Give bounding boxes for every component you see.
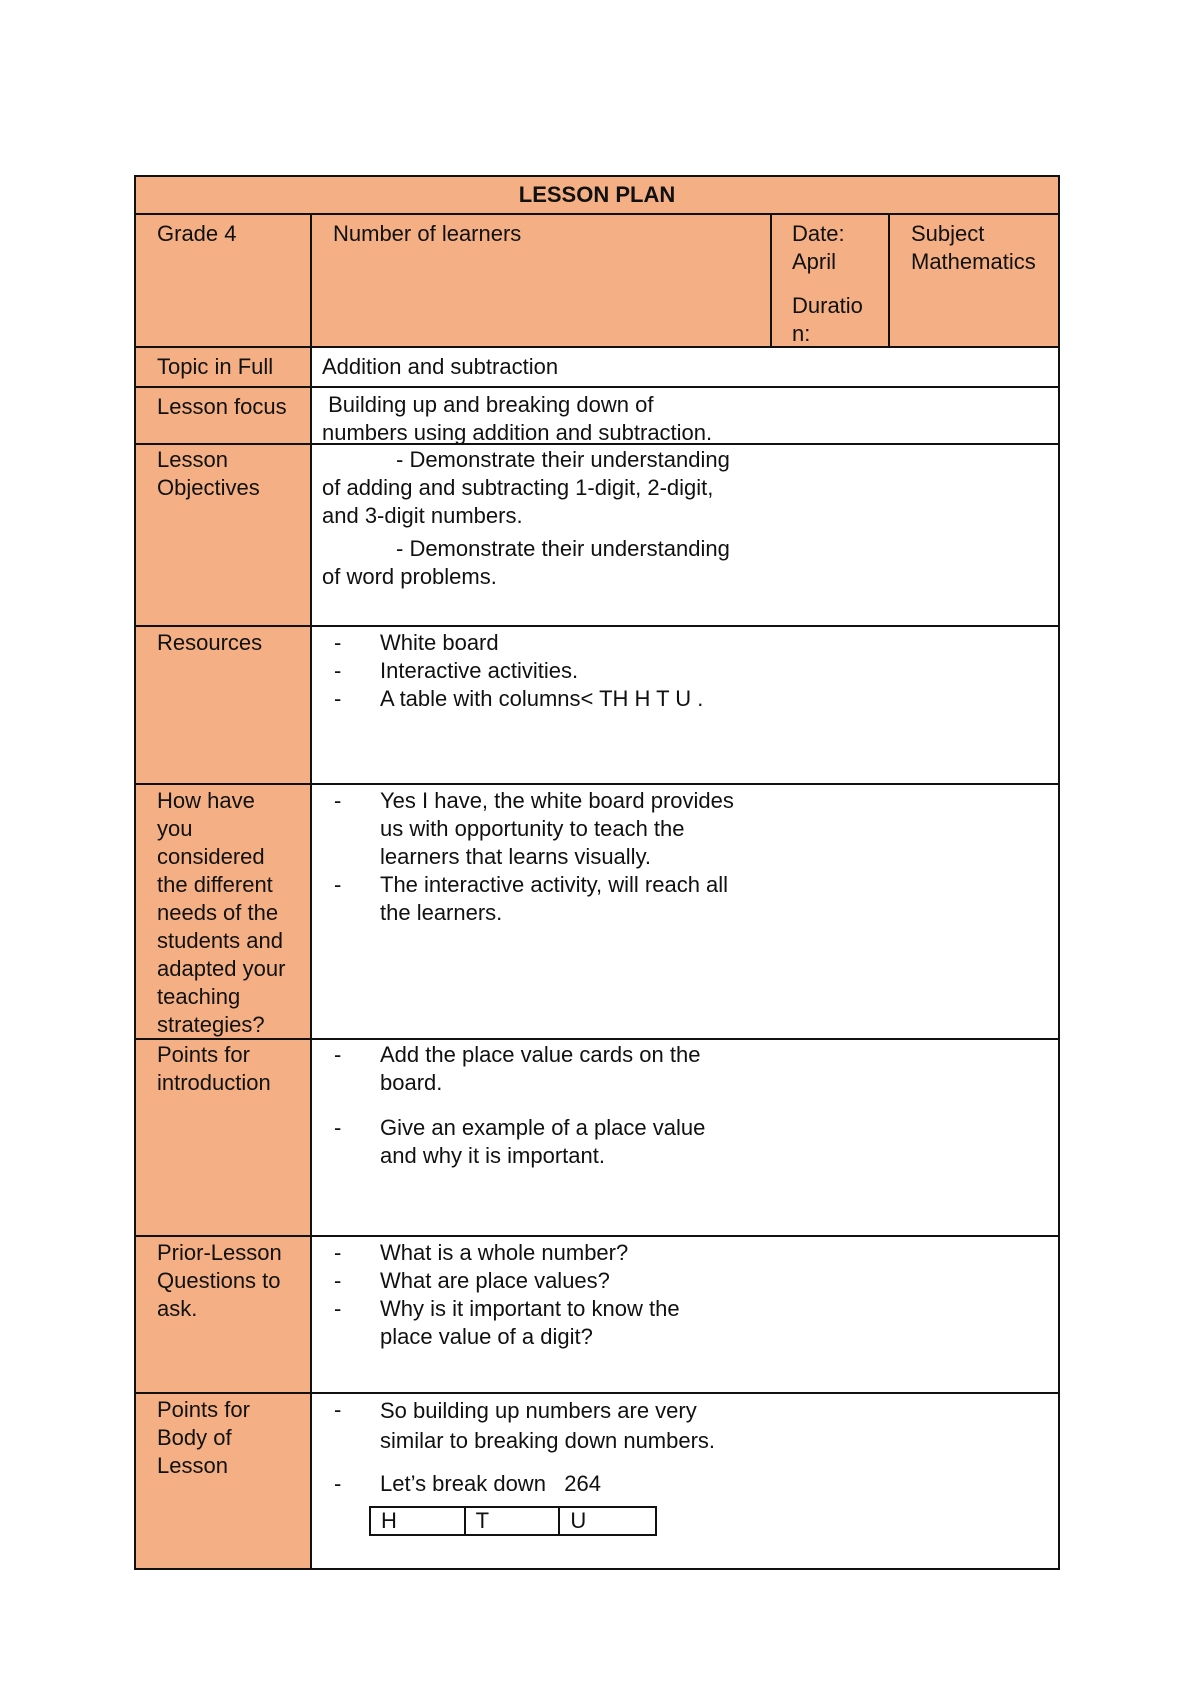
- place-value-column: H: [371, 1508, 466, 1534]
- objective-1-lead: - Demonstrate their understanding: [396, 447, 730, 472]
- list-item: - Interactive activities.: [334, 658, 579, 683]
- objectives-row: [134, 445, 1060, 627]
- list-item: - Add the place value cards on the board.: [334, 1042, 701, 1095]
- resources-list: [312, 629, 1058, 713]
- bullet-dash: -: [334, 1471, 342, 1496]
- list-item: - The interactive activity, will reach all the learners.: [334, 872, 729, 925]
- bullet-dash: -: [334, 1268, 342, 1293]
- needs-list: [312, 787, 1058, 927]
- intro-label: Points for introduction: [136, 1040, 312, 1235]
- list-item: - What are place values?: [334, 1268, 610, 1293]
- duration-label: Duratio n:: [792, 293, 863, 346]
- intro-content: [312, 1040, 1058, 1235]
- subject-value: Mathematics: [911, 249, 1036, 274]
- prior-list: [312, 1239, 1058, 1351]
- needs-row: [134, 785, 1060, 1040]
- learners-cell: [312, 215, 772, 346]
- bullet-dash: -: [334, 1042, 342, 1067]
- lesson-plan-title: LESSON PLAN: [134, 175, 1060, 215]
- resources-content: [312, 627, 1058, 783]
- resources-label: Resources: [136, 627, 312, 783]
- body-list: [312, 1396, 1058, 1498]
- objective-2-rest: of word problems.: [322, 564, 497, 589]
- list-item: - White board: [334, 630, 499, 655]
- bullet-dash: -: [334, 630, 342, 655]
- prior-label: Prior-Lesson Questions to ask.: [136, 1237, 312, 1392]
- bullet-dash: -: [334, 1397, 342, 1422]
- objectives-content: [312, 445, 1058, 625]
- bullet-dash: -: [334, 1240, 342, 1265]
- list-item: - Let’s break down 264: [334, 1471, 601, 1496]
- bullet-dash: -: [334, 788, 342, 813]
- bullet-dash: -: [334, 686, 342, 711]
- body-row: [134, 1394, 1060, 1570]
- objectives-label: Lesson Objectives: [136, 445, 312, 625]
- list-item: - What is a whole number?: [334, 1240, 629, 1265]
- intro-row: [134, 1040, 1060, 1237]
- intro-list: [312, 1041, 1058, 1170]
- date-value: April: [792, 249, 837, 274]
- body-label: Points for Body of Lesson: [136, 1394, 312, 1568]
- list-item: - A table with columns< TH H T U .: [334, 686, 704, 711]
- resources-row: [134, 627, 1060, 785]
- topic-row: [134, 348, 1060, 388]
- bullet-dash: -: [334, 872, 342, 897]
- date-label: Date:: [792, 221, 845, 246]
- place-value-column: T: [466, 1508, 561, 1534]
- needs-label: How have you considered the different needs of the students and adapted your teaching strategies?: [136, 785, 312, 1038]
- list-item: - Yes I have, the white board provides us with opportunity to teach the learners that learns visually.: [334, 788, 734, 869]
- needs-content: [312, 785, 1058, 1038]
- prior-content: [312, 1237, 1058, 1392]
- list-item: - Give an example of a place value and why it is important.: [334, 1115, 706, 1168]
- objective-1-rest: of adding and subtracting 1-digit, 2-digit, and 3-digit numbers.: [322, 475, 714, 528]
- focus-value: [312, 388, 1058, 443]
- topic-label: Topic in Full: [136, 348, 312, 386]
- subject-cell: [890, 215, 1058, 346]
- list-item: - So building up numbers are very similar to breaking down numbers.: [334, 1396, 1058, 1456]
- bullet-dash: -: [334, 658, 342, 683]
- grade-cell: Grade 4: [136, 215, 312, 346]
- date-duration-cell: [772, 215, 890, 346]
- bullet-dash: -: [334, 1296, 342, 1321]
- objective-2-lead: - Demonstrate their understanding: [396, 536, 730, 561]
- place-value-table: [369, 1506, 657, 1536]
- focus-line-2: numbers using addition and subtraction.: [322, 420, 713, 445]
- list-item: - Why is it important to know the place value of a digit?: [334, 1296, 680, 1349]
- learners-label: Number of learners: [333, 221, 522, 246]
- focus-label: Lesson focus: [136, 388, 312, 443]
- topic-value: Addition and subtraction: [322, 354, 559, 379]
- focus-row: [134, 388, 1060, 445]
- focus-line-1: Building up and breaking down of: [322, 392, 654, 417]
- prior-row: [134, 1237, 1060, 1394]
- place-value-column: U: [570, 1508, 587, 1533]
- subject-label: Subject: [911, 221, 985, 246]
- header-row: [134, 215, 1060, 348]
- bullet-dash: -: [334, 1115, 342, 1140]
- body-content: [312, 1394, 1058, 1568]
